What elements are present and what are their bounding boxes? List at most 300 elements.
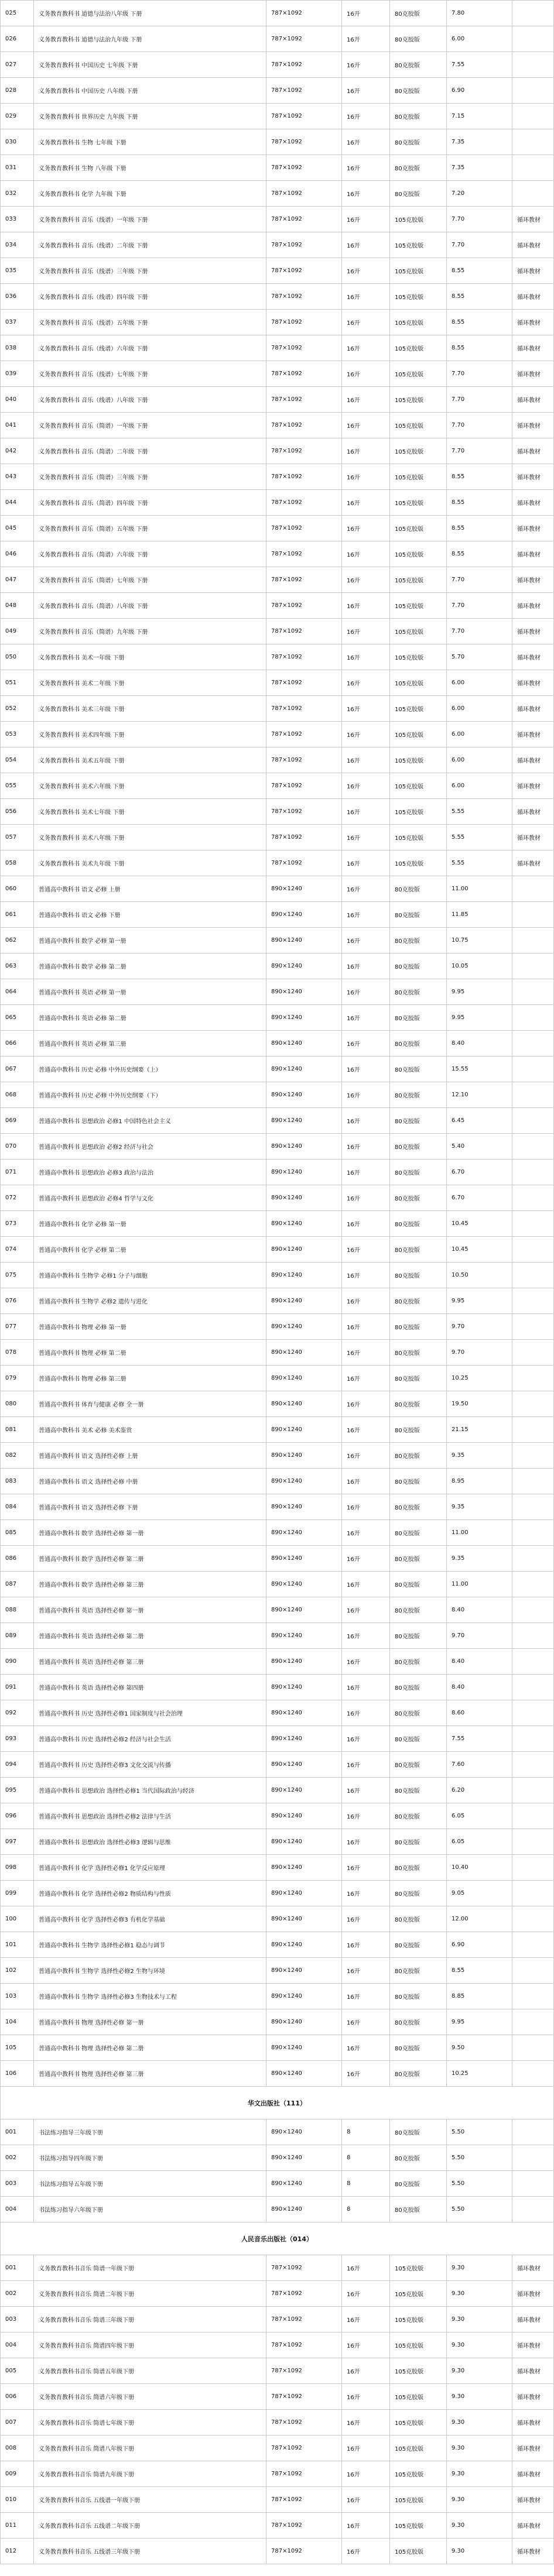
table-row <box>1 1443 554 1469</box>
paper-format: 787×1092 <box>266 387 342 413</box>
book-title: 义务教育教科书 音乐（线谱）七年级 下册 <box>34 361 266 387</box>
note <box>512 1752 554 1778</box>
table-row <box>1 2255 554 2281</box>
price: 7.70 <box>447 413 512 438</box>
note <box>512 1675 554 1700</box>
book-title: 书法练习指导四年级下册 <box>34 2145 266 2171</box>
price: 9.30 <box>447 2436 512 2461</box>
book-title: 普通高中教科书 思想政治 选择性必修1 当代国际政治与经济 <box>34 1778 266 1803</box>
fold-size: 16开 <box>342 490 390 516</box>
price: 6.00 <box>447 696 512 722</box>
table-row <box>1 2358 554 2384</box>
book-number: 074 <box>1 1237 34 1263</box>
price: 10.40 <box>447 1855 512 1881</box>
table-row <box>1 1314 554 1340</box>
table-row <box>1 747 554 773</box>
fold-size: 16开 <box>342 78 390 104</box>
table-row <box>1 2171 554 2197</box>
price: 11.00 <box>447 876 512 902</box>
note <box>512 1288 554 1314</box>
paper-format: 787×1092 <box>266 516 342 541</box>
note: 循环教材 <box>512 2410 554 2436</box>
paper-format: 787×1092 <box>266 799 342 825</box>
paper-type: 105克胶版 <box>390 619 447 644</box>
paper-type: 105克胶版 <box>390 593 447 619</box>
table-row <box>1 541 554 567</box>
note <box>512 1031 554 1057</box>
paper-format: 787×1092 <box>266 104 342 129</box>
book-title: 义务教育教科书 美术一年级 下册 <box>34 644 266 670</box>
note <box>512 1649 554 1675</box>
fold-size: 16开 <box>342 1417 390 1443</box>
catalog-body <box>1 1 554 2564</box>
table-row <box>1 310 554 335</box>
paper-type: 80克胶版 <box>390 1005 447 1031</box>
table-row <box>1 2333 554 2358</box>
fold-size: 16开 <box>342 310 390 335</box>
book-number: 002 <box>1 2145 34 2171</box>
book-title: 普通高中教科书 数学 选择性必修 第二册 <box>34 1546 266 1572</box>
fold-size: 16开 <box>342 2513 390 2539</box>
book-title: 义务教育教科书音乐 简谱一年级下册 <box>34 2255 266 2281</box>
paper-format: 890×1240 <box>266 1958 342 1984</box>
fold-size: 8 <box>342 2145 390 2171</box>
fold-size: 16开 <box>342 2035 390 2061</box>
table-row <box>1 1263 554 1288</box>
fold-size: 16开 <box>342 1572 390 1597</box>
paper-format: 890×1240 <box>266 1675 342 1700</box>
book-title: 义务教育教科书音乐 简谱四年级下册 <box>34 2333 266 2358</box>
note: 循环教材 <box>512 361 554 387</box>
table-row <box>1 1546 554 1572</box>
note: 循环教材 <box>512 619 554 644</box>
table-row <box>1 2145 554 2171</box>
paper-type: 80克胶版 <box>390 2119 447 2145</box>
table-row <box>1 1366 554 1391</box>
fold-size: 16开 <box>342 2009 390 2035</box>
note: 循环教材 <box>512 567 554 593</box>
book-number: 081 <box>1 1417 34 1443</box>
book-title: 义务教育教科书音乐 简谱九年级下册 <box>34 2461 266 2487</box>
fold-size: 16开 <box>342 2436 390 2461</box>
book-number: 005 <box>1 2358 34 2384</box>
paper-type: 80克胶版 <box>390 1 447 26</box>
paper-type: 105克胶版 <box>390 335 447 361</box>
paper-format: 787×1092 <box>266 2333 342 2358</box>
paper-type: 105克胶版 <box>390 490 447 516</box>
note <box>512 1958 554 1984</box>
paper-type: 80克胶版 <box>390 1726 447 1752</box>
table-row <box>1 26 554 52</box>
book-title: 义务教育教科书 中国历史 七年级 下册 <box>34 52 266 78</box>
fold-size: 16开 <box>342 1623 390 1649</box>
book-number: 092 <box>1 1700 34 1726</box>
note: 循环教材 <box>512 541 554 567</box>
paper-type: 105克胶版 <box>390 413 447 438</box>
note: 循环教材 <box>512 2281 554 2307</box>
paper-format: 787×1092 <box>266 413 342 438</box>
note: 循环教材 <box>512 232 554 258</box>
book-number: 026 <box>1 26 34 52</box>
price: 6.00 <box>447 26 512 52</box>
price: 8.55 <box>447 258 512 284</box>
fold-size: 16开 <box>342 567 390 593</box>
table-row <box>1 1752 554 1778</box>
paper-format: 787×1092 <box>266 773 342 799</box>
price: 9.30 <box>447 2539 512 2564</box>
price: 9.70 <box>447 1340 512 1366</box>
book-title: 普通高中教科书 英语 必修 第二册 <box>34 1005 266 1031</box>
paper-format: 890×1240 <box>266 1984 342 2009</box>
book-title: 义务教育教科书 音乐（简谱）七年级 下册 <box>34 567 266 593</box>
paper-format: 787×1092 <box>266 310 342 335</box>
book-number: 007 <box>1 2410 34 2436</box>
book-number: 090 <box>1 1649 34 1675</box>
book-number: 071 <box>1 1160 34 1185</box>
paper-type: 105克胶版 <box>390 2333 447 2358</box>
table-row <box>1 1906 554 1932</box>
price: 9.30 <box>447 2307 512 2333</box>
paper-format: 890×1240 <box>266 1726 342 1752</box>
note: 循环教材 <box>512 464 554 490</box>
paper-format: 890×1240 <box>266 1263 342 1288</box>
price: 9.70 <box>447 1314 512 1340</box>
book-number: 030 <box>1 129 34 155</box>
paper-format: 787×1092 <box>266 2539 342 2564</box>
price: 8.55 <box>447 490 512 516</box>
table-row <box>1 670 554 696</box>
paper-type: 80克胶版 <box>390 181 447 207</box>
paper-format: 787×1092 <box>266 825 342 850</box>
price: 9.05 <box>447 1881 512 1906</box>
book-number: 046 <box>1 541 34 567</box>
paper-format: 787×1092 <box>266 335 342 361</box>
paper-format: 787×1092 <box>266 541 342 567</box>
paper-type: 80克胶版 <box>390 1417 447 1443</box>
book-title: 普通高中教科书 生物学 必修1 分子与细胞 <box>34 1263 266 1288</box>
price: 15.55 <box>447 1057 512 1082</box>
book-title: 书法练习指导三年级下册 <box>34 2119 266 2145</box>
paper-format: 787×1092 <box>266 361 342 387</box>
book-number: 101 <box>1 1932 34 1958</box>
paper-format: 890×1240 <box>266 1520 342 1546</box>
paper-type: 105克胶版 <box>390 258 447 284</box>
paper-format: 787×1092 <box>266 129 342 155</box>
price: 6.00 <box>447 747 512 773</box>
note <box>512 2035 554 2061</box>
fold-size: 8 <box>342 2171 390 2197</box>
book-number: 047 <box>1 567 34 593</box>
note <box>512 1984 554 2009</box>
paper-format: 787×1092 <box>266 619 342 644</box>
book-number: 043 <box>1 464 34 490</box>
paper-type: 105克胶版 <box>390 541 447 567</box>
price: 7.80 <box>447 1 512 26</box>
book-number: 010 <box>1 2487 34 2513</box>
table-row <box>1 413 554 438</box>
paper-format: 787×1092 <box>266 258 342 284</box>
paper-type: 80克胶版 <box>390 1881 447 1906</box>
price: 9.35 <box>447 1546 512 1572</box>
book-number: 012 <box>1 2539 34 2564</box>
price: 10.45 <box>447 1237 512 1263</box>
note <box>512 1803 554 1829</box>
paper-format: 890×1240 <box>266 2171 342 2197</box>
note <box>512 1469 554 1494</box>
note <box>512 2197 554 2222</box>
table-row <box>1 928 554 953</box>
book-number: 006 <box>1 2384 34 2410</box>
paper-type: 80克胶版 <box>390 1108 447 1134</box>
paper-type: 80克胶版 <box>390 1623 447 1649</box>
paper-format: 890×1240 <box>266 1031 342 1057</box>
paper-type: 80克胶版 <box>390 1932 447 1958</box>
price: 6.45 <box>447 1108 512 1134</box>
paper-type: 105克胶版 <box>390 670 447 696</box>
book-title: 义务教育教科书音乐 简谱六年级下册 <box>34 2384 266 2410</box>
paper-format: 787×1092 <box>266 644 342 670</box>
book-number: 003 <box>1 2307 34 2333</box>
paper-type: 80克胶版 <box>390 104 447 129</box>
note: 循环教材 <box>512 799 554 825</box>
price: 5.70 <box>447 644 512 670</box>
note <box>512 26 554 52</box>
paper-type: 80克胶版 <box>390 1752 447 1778</box>
book-number: 057 <box>1 825 34 850</box>
book-number: 049 <box>1 619 34 644</box>
table-row <box>1 2009 554 2035</box>
table-row <box>1 953 554 979</box>
note: 循环教材 <box>512 516 554 541</box>
book-number: 002 <box>1 2281 34 2307</box>
paper-format: 787×1092 <box>266 593 342 619</box>
note <box>512 1932 554 1958</box>
table-row <box>1 284 554 310</box>
price: 9.30 <box>447 2410 512 2436</box>
note <box>512 1778 554 1803</box>
book-number: 085 <box>1 1520 34 1546</box>
paper-type: 80克胶版 <box>390 1546 447 1572</box>
book-number: 067 <box>1 1057 34 1082</box>
book-title: 义务教育教科书 音乐（线谱）五年级 下册 <box>34 310 266 335</box>
book-number: 040 <box>1 387 34 413</box>
book-title: 普通高中教科书 物理 必修 第一册 <box>34 1314 266 1340</box>
table-row <box>1 1160 554 1185</box>
book-number: 089 <box>1 1623 34 1649</box>
table-row <box>1 1597 554 1623</box>
table-row <box>1 181 554 207</box>
paper-format: 890×1240 <box>266 1597 342 1623</box>
paper-format: 890×1240 <box>266 1443 342 1469</box>
paper-format: 890×1240 <box>266 1237 342 1263</box>
fold-size: 16开 <box>342 1675 390 1700</box>
paper-format: 890×1240 <box>266 928 342 953</box>
paper-type: 105克胶版 <box>390 516 447 541</box>
book-title: 普通高中教科书 历史 必修 中外历史纲要（下） <box>34 1082 266 1108</box>
paper-type: 105克胶版 <box>390 2281 447 2307</box>
note <box>512 1417 554 1443</box>
book-number: 031 <box>1 155 34 181</box>
book-number: 048 <box>1 593 34 619</box>
price: 9.30 <box>447 2255 512 2281</box>
paper-type: 80克胶版 <box>390 1391 447 1417</box>
book-number: 008 <box>1 2436 34 2461</box>
fold-size: 16开 <box>342 1005 390 1031</box>
paper-type: 80克胶版 <box>390 1340 447 1366</box>
note: 循环教材 <box>512 722 554 747</box>
fold-size: 16开 <box>342 825 390 850</box>
table-row <box>1 1494 554 1520</box>
table-row <box>1 2436 554 2461</box>
paper-format: 890×1240 <box>266 902 342 928</box>
note <box>512 2061 554 2087</box>
note <box>512 1623 554 1649</box>
fold-size: 8 <box>342 2197 390 2222</box>
book-title: 普通高中教科书 思想政治 必修3 政治与法治 <box>34 1160 266 1185</box>
paper-type: 105克胶版 <box>390 207 447 232</box>
table-row <box>1 2307 554 2333</box>
note <box>512 1005 554 1031</box>
price: 9.35 <box>447 1443 512 1469</box>
fold-size: 16开 <box>342 387 390 413</box>
book-title: 义务教育教科书 音乐（简谱）三年级 下册 <box>34 464 266 490</box>
note <box>512 104 554 129</box>
fold-size: 16开 <box>342 2461 390 2487</box>
paper-type: 105克胶版 <box>390 284 447 310</box>
fold-size: 16开 <box>342 1185 390 1211</box>
price: 11.85 <box>447 902 512 928</box>
paper-format: 890×1240 <box>266 1649 342 1675</box>
note <box>512 1391 554 1417</box>
price: 10.45 <box>447 1211 512 1237</box>
book-number: 063 <box>1 953 34 979</box>
paper-type: 80克胶版 <box>390 1829 447 1855</box>
book-number: 001 <box>1 2119 34 2145</box>
price: 8.55 <box>447 1958 512 1984</box>
note <box>512 1700 554 1726</box>
fold-size: 16开 <box>342 1443 390 1469</box>
book-title: 义务教育教科书 美术五年级 下册 <box>34 747 266 773</box>
note <box>512 1057 554 1082</box>
book-title: 义务教育教科书 音乐（线谱）八年级 下册 <box>34 387 266 413</box>
book-title: 义务教育教科书 美术九年级 下册 <box>34 850 266 876</box>
price: 7.70 <box>447 361 512 387</box>
price: 5.50 <box>447 2145 512 2171</box>
note: 循环教材 <box>512 2255 554 2281</box>
note: 循环教材 <box>512 747 554 773</box>
book-title: 义务教育教科书 美术二年级 下册 <box>34 670 266 696</box>
price: 8.95 <box>447 1469 512 1494</box>
note <box>512 1160 554 1185</box>
paper-format: 890×1240 <box>266 1288 342 1314</box>
book-title: 义务教育教科书 美术四年级 下册 <box>34 722 266 747</box>
paper-format: 787×1092 <box>266 232 342 258</box>
table-row <box>1 2061 554 2087</box>
fold-size: 16开 <box>342 722 390 747</box>
book-title: 义务教育教科书 音乐（线谱）六年级 下册 <box>34 335 266 361</box>
paper-type: 105克胶版 <box>390 2436 447 2461</box>
note <box>512 129 554 155</box>
fold-size: 16开 <box>342 1288 390 1314</box>
book-number: 096 <box>1 1803 34 1829</box>
price: 7.35 <box>447 129 512 155</box>
book-title: 义务教育教科书音乐 五线谱一年级下册 <box>34 2487 266 2513</box>
paper-type: 80克胶版 <box>390 52 447 78</box>
fold-size: 16开 <box>342 2061 390 2087</box>
price: 5.50 <box>447 2197 512 2222</box>
fold-size: 16开 <box>342 155 390 181</box>
book-number: 039 <box>1 361 34 387</box>
table-row <box>1 1572 554 1597</box>
book-title: 义务教育教科书音乐 简谱二年级下册 <box>34 2281 266 2307</box>
paper-format: 890×1240 <box>266 979 342 1005</box>
book-number: 035 <box>1 258 34 284</box>
paper-type: 105克胶版 <box>390 2539 447 2564</box>
note: 循环教材 <box>512 2333 554 2358</box>
book-title: 普通高中教科书 物理 选择性必修 第三册 <box>34 2061 266 2087</box>
fold-size: 16开 <box>342 2255 390 2281</box>
book-title: 义务教育教科书 美术八年级 下册 <box>34 825 266 850</box>
table-row <box>1 516 554 541</box>
table-row <box>1 2410 554 2436</box>
paper-format: 787×1092 <box>266 2513 342 2539</box>
fold-size: 16开 <box>342 1778 390 1803</box>
fold-size: 16开 <box>342 1597 390 1623</box>
fold-size: 16开 <box>342 928 390 953</box>
table-row <box>1 773 554 799</box>
book-number: 069 <box>1 1108 34 1134</box>
table-row <box>1 1185 554 1211</box>
paper-format: 890×1240 <box>266 1391 342 1417</box>
price: 9.70 <box>447 1623 512 1649</box>
fold-size: 16开 <box>342 850 390 876</box>
price: 9.30 <box>447 2461 512 2487</box>
table-row <box>1 825 554 850</box>
paper-type: 80克胶版 <box>390 1803 447 1829</box>
table-row <box>1 902 554 928</box>
book-number: 070 <box>1 1134 34 1160</box>
book-number: 054 <box>1 747 34 773</box>
paper-format: 890×1240 <box>266 1340 342 1366</box>
table-row <box>1 1237 554 1263</box>
price: 6.90 <box>447 78 512 104</box>
table-row <box>1 2513 554 2539</box>
book-number: 062 <box>1 928 34 953</box>
book-number: 083 <box>1 1469 34 1494</box>
fold-size: 16开 <box>342 1340 390 1366</box>
book-title: 普通高中教科书 生物学 选择性必修1 稳态与调节 <box>34 1932 266 1958</box>
paper-format: 787×1092 <box>266 52 342 78</box>
fold-size: 16开 <box>342 876 390 902</box>
fold-size: 16开 <box>342 1160 390 1185</box>
note <box>512 928 554 953</box>
note <box>512 52 554 78</box>
table-row <box>1 593 554 619</box>
price: 10.05 <box>447 953 512 979</box>
paper-type: 80克胶版 <box>390 129 447 155</box>
price: 8.40 <box>447 1675 512 1700</box>
fold-size: 16开 <box>342 1829 390 1855</box>
note <box>512 1366 554 1391</box>
fold-size: 16开 <box>342 413 390 438</box>
paper-type: 105克胶版 <box>390 850 447 876</box>
price: 9.30 <box>447 2358 512 2384</box>
table-row <box>1 1211 554 1237</box>
note: 循环教材 <box>512 335 554 361</box>
paper-format: 787×1092 <box>266 2410 342 2436</box>
book-number: 011 <box>1 2513 34 2539</box>
fold-size: 16开 <box>342 1855 390 1881</box>
